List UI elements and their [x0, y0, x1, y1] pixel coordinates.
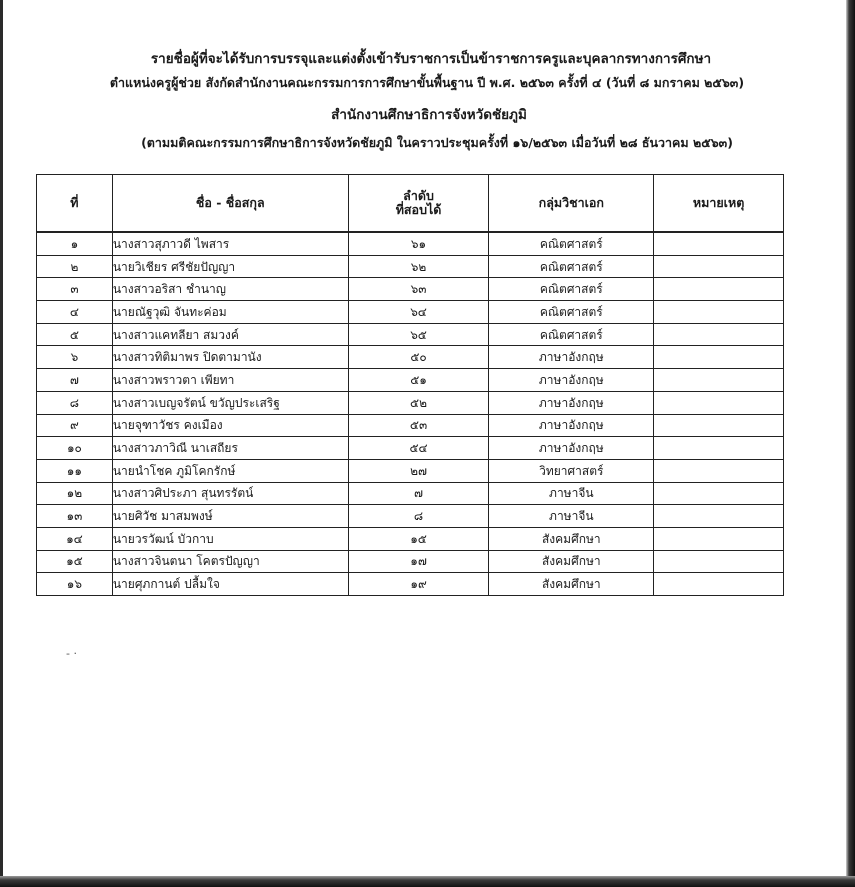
cell-note	[654, 437, 784, 460]
cell-no: ๑๓	[37, 505, 113, 528]
cell-name: นางสาวจินตนา โคตรปัญญา	[112, 550, 348, 573]
table-row	[37, 527, 784, 550]
cell-name: นายณัฐวุฒิ จันทะค่อม	[112, 301, 348, 324]
cell-major: ภาษาอังกฤษ	[489, 391, 654, 414]
cell-major: คณิตศาสตร์	[489, 323, 654, 346]
table-row	[37, 278, 784, 301]
cell-major: ภาษาจีน	[489, 505, 654, 528]
cell-name: นายศิวัช มาสมพงษ์	[112, 505, 348, 528]
cell-name: นายวรวัฒน์ บัวกาบ	[112, 527, 348, 550]
cell-no: ๗	[37, 369, 113, 392]
cell-major: คณิตศาสตร์	[489, 255, 654, 278]
cell-name: นางสาวภาวิณี นาเสถียร	[112, 437, 348, 460]
cell-major: คณิตศาสตร์	[489, 278, 654, 301]
cell-note	[654, 414, 784, 437]
cell-rank: ๑๗	[348, 550, 489, 573]
table-row	[37, 414, 784, 437]
cell-rank: ๕๐	[348, 346, 489, 369]
cell-name: นางสาวสุภาวดี ไพสาร	[112, 232, 348, 255]
table-row	[37, 391, 784, 414]
cell-note	[654, 527, 784, 550]
header-note: หมายเหตุ	[654, 175, 784, 233]
cell-major: ภาษาจีน	[489, 482, 654, 505]
cell-no: ๘	[37, 391, 113, 414]
cell-name: นายจุฑาวัชร คงเมือง	[112, 414, 348, 437]
document-subtitle-position: ตำแหน่งครูผู้ช่วย สังกัดสำนักงานคณะกรรมการการศึกษาขั้นพื้นฐาน ปี พ.ศ. ๒๕๖๓ ครั้งที่ ๔ (วันที่ ๘ มกราคม ๒๕๖๓)	[109, 75, 745, 90]
document-resolution-note: (ตามมติคณะกรรมการศึกษาธิการจังหวัดชัยภูมิ ในคราวประชุมครั้งที่ ๑๖/๒๕๖๓ เมื่อวันที่ ๒๘ ธันวาคม ๒๕๖๓)	[141, 135, 733, 150]
cell-rank: ๗	[348, 482, 489, 505]
footer-mark: - ·	[66, 647, 77, 660]
cell-major: คณิตศาสตร์	[489, 232, 654, 255]
cell-note	[654, 232, 784, 255]
cell-major: สังคมศึกษา	[489, 573, 654, 596]
cell-major: สังคมศึกษา	[489, 550, 654, 573]
scan-edge-left	[0, 0, 3, 887]
cell-name: นางสาวเบญจรัตน์ ขวัญประเสริฐ	[112, 391, 348, 414]
cell-rank: ๘	[348, 505, 489, 528]
cell-no: ๒	[37, 255, 113, 278]
cell-major: วิทยาศาสตร์	[489, 459, 654, 482]
cell-name: นายนำโชค ภูมิโคกรักษ์	[112, 459, 348, 482]
cell-no: ๑๐	[37, 437, 113, 460]
cell-name: นางสาวอริสา ชำนาญ	[112, 278, 348, 301]
cell-rank: ๕๔	[348, 437, 489, 460]
cell-name: นางสาวศิประภา สุนทรรัตน์	[112, 482, 348, 505]
table-row	[37, 550, 784, 573]
header-rank	[348, 175, 489, 233]
cell-rank: ๕๑	[348, 369, 489, 392]
table-row	[37, 459, 784, 482]
cell-note	[654, 346, 784, 369]
scan-edge-bottom	[0, 876, 855, 887]
table-row	[37, 369, 784, 392]
cell-no: ๕	[37, 323, 113, 346]
cell-rank: ๖๑	[348, 232, 489, 255]
cell-no: ๔	[37, 301, 113, 324]
table-header-row	[37, 175, 784, 233]
cell-note	[654, 301, 784, 324]
cell-rank: ๖๕	[348, 323, 489, 346]
cell-major: ภาษาอังกฤษ	[489, 346, 654, 369]
cell-rank: ๒๗	[348, 459, 489, 482]
appointee-table	[36, 174, 784, 596]
cell-rank: ๖๓	[348, 278, 489, 301]
cell-name: นางสาวทิติมาพร ปิดตามานัง	[112, 346, 348, 369]
cell-note	[654, 505, 784, 528]
table-row	[37, 573, 784, 596]
cell-note	[654, 550, 784, 573]
header-name: ชื่อ - ชื่อสกุล	[112, 175, 348, 233]
cell-rank: ๑๕	[348, 527, 489, 550]
cell-note	[654, 278, 784, 301]
header-major: กลุ่มวิชาเอก	[489, 175, 654, 233]
cell-rank: ๑๙	[348, 573, 489, 596]
cell-note	[654, 482, 784, 505]
header-no: ที่	[37, 175, 113, 233]
header-rank-line2: ที่สอบได้	[395, 202, 442, 217]
cell-no: ๓	[37, 278, 113, 301]
cell-no: ๑๖	[37, 573, 113, 596]
cell-no: ๑๒	[37, 482, 113, 505]
cell-major: สังคมศึกษา	[489, 527, 654, 550]
document-office-name: สำนักงานศึกษาธิการจังหวัดชัยภูมิ	[331, 107, 527, 123]
cell-no: ๑๔	[37, 527, 113, 550]
table-row	[37, 482, 784, 505]
cell-note	[654, 573, 784, 596]
table-row	[37, 437, 784, 460]
cell-no: ๙	[37, 414, 113, 437]
cell-name: นางสาวแคทลียา สมวงค์	[112, 323, 348, 346]
cell-name: นายวิเชียร ศรีชัยปัญญา	[112, 255, 348, 278]
cell-no: ๑๕	[37, 550, 113, 573]
cell-note	[654, 255, 784, 278]
document-title: รายชื่อผู้ที่จะได้รับการบรรจุและแต่งตั้งเข้ารับราชการเป็นข้าราชการครูและบุคลากรทางการศึกษา	[150, 51, 712, 67]
cell-note	[654, 391, 784, 414]
table-row	[37, 346, 784, 369]
cell-major: ภาษาอังกฤษ	[489, 369, 654, 392]
cell-note	[654, 459, 784, 482]
cell-no: ๑	[37, 232, 113, 255]
header-rank-line1: ลำดับ	[403, 188, 434, 203]
cell-no: ๑๑	[37, 459, 113, 482]
cell-no: ๖	[37, 346, 113, 369]
cell-rank: ๕๓	[348, 414, 489, 437]
cell-note	[654, 323, 784, 346]
table-row	[37, 301, 784, 324]
table-row	[37, 232, 784, 255]
cell-name: นายศุภกานต์ ปลื้มใจ	[112, 573, 348, 596]
table-row	[37, 323, 784, 346]
cell-rank: ๖๔	[348, 301, 489, 324]
cell-major: ภาษาอังกฤษ	[489, 414, 654, 437]
cell-rank: ๖๒	[348, 255, 489, 278]
cell-major: ภาษาอังกฤษ	[489, 437, 654, 460]
cell-note	[654, 369, 784, 392]
cell-major: คณิตศาสตร์	[489, 301, 654, 324]
cell-name: นางสาวพราวตา เพียทา	[112, 369, 348, 392]
table-row	[37, 255, 784, 278]
table-row	[37, 505, 784, 528]
cell-rank: ๕๒	[348, 391, 489, 414]
